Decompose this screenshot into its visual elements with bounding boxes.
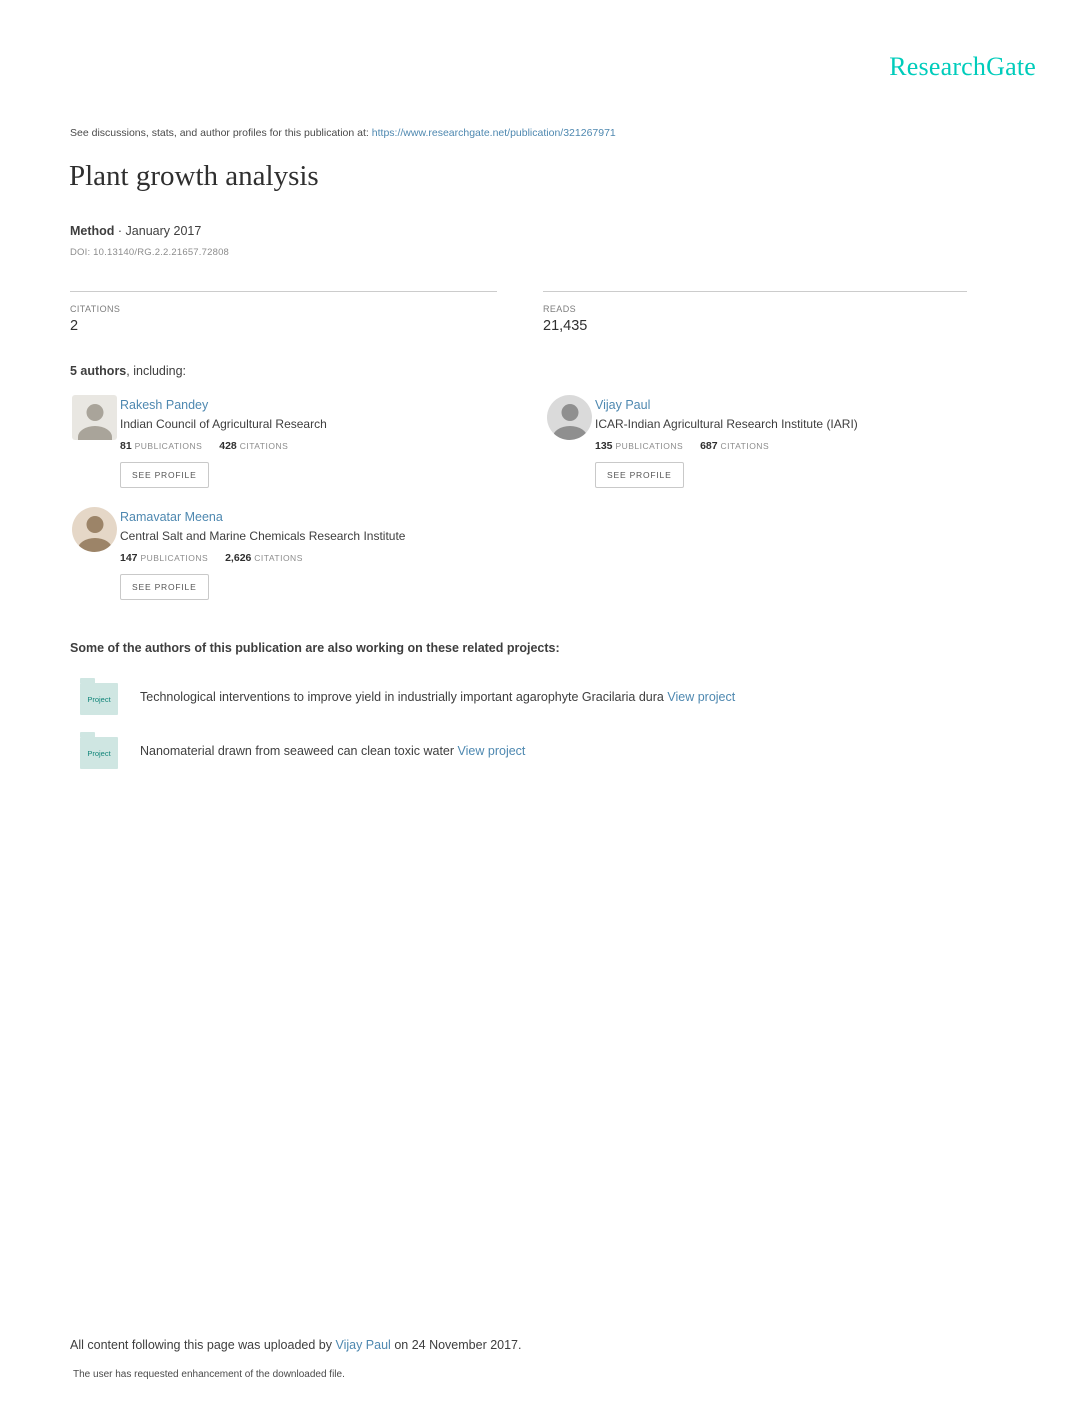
author-avatar[interactable]	[72, 507, 117, 552]
projects-heading: Some of the authors of this publication are also working on these related projects:	[70, 641, 560, 655]
author-card	[545, 393, 975, 488]
upload-info-line	[70, 1338, 521, 1352]
citations-label: CITATIONS	[720, 441, 770, 451]
author-card	[70, 505, 500, 600]
project-folder-icon	[80, 683, 118, 715]
author-institution: ICAR-Indian Agricultural Research Institute (IARI)	[595, 417, 858, 431]
author-info	[120, 505, 500, 600]
author-stats	[120, 440, 500, 452]
citations-count: 687	[700, 440, 718, 452]
see-profile-button[interactable]: SEE PROFILE	[120, 462, 209, 488]
publications-label: PUBLICATIONS	[140, 553, 209, 563]
see-profile-button[interactable]: SEE PROFILE	[595, 462, 684, 488]
avatar-silhouette-icon	[78, 426, 112, 440]
author-card	[70, 393, 500, 488]
project-row	[80, 729, 980, 773]
citations-label: CITATIONS	[254, 553, 303, 563]
citations-label: CITATIONS	[70, 304, 121, 314]
publication-type: Method	[70, 224, 115, 238]
citations-count: 428	[219, 440, 237, 452]
project-folder-icon	[80, 737, 118, 769]
author-info	[120, 393, 500, 488]
authors-heading-rest: , including:	[126, 364, 187, 378]
author-avatar[interactable]	[547, 395, 592, 440]
upload-info-suffix: on 24 November 2017.	[394, 1338, 522, 1352]
publication-meta	[70, 224, 201, 238]
author-institution: Central Salt and Marine Chemicals Research Institute	[120, 529, 406, 543]
author-stats	[120, 552, 500, 564]
project-title-text: Technological interventions to improve yield in industrially important agarophyte Gracilaria dura	[140, 690, 664, 704]
reads-value: 21,435	[543, 318, 588, 334]
see-profile-button[interactable]: SEE PROFILE	[120, 574, 209, 600]
doi-line: DOI: 10.13140/RG.2.2.21657.72808	[70, 247, 230, 258]
authors-heading	[70, 364, 186, 378]
publication-url-link[interactable]: https://www.researchgate.net/publication/321267971	[371, 127, 616, 139]
researchgate-logo: ResearchGate	[889, 52, 1036, 81]
avatar-silhouette-icon	[561, 404, 578, 421]
reads-label: READS	[543, 304, 577, 314]
authors-count: 5 authors	[70, 364, 127, 378]
citations-label: CITATIONS	[239, 441, 289, 451]
author-info	[595, 393, 975, 488]
publications-count: 135	[595, 440, 613, 452]
see-discussions-line	[70, 127, 616, 139]
project-folder-label: Project	[87, 748, 111, 758]
avatar-silhouette-icon	[553, 426, 587, 440]
project-folder-label: Project	[87, 694, 111, 704]
publications-count: 81	[120, 440, 132, 452]
citations-stat	[70, 291, 497, 334]
see-discussions-text: See discussions, stats, and author profiles for this publication at:	[70, 127, 369, 139]
enhancement-note: The user has requested enhancement of the downloaded file.	[73, 1369, 345, 1380]
author-name-link[interactable]: Ramavatar Meena	[120, 510, 223, 524]
avatar-silhouette-icon	[86, 516, 103, 533]
publications-count: 147	[120, 552, 138, 564]
reads-stat	[543, 291, 967, 334]
view-project-link[interactable]: View project	[457, 744, 526, 758]
author-name-link[interactable]: Rakesh Pandey	[120, 398, 209, 412]
author-institution: Indian Council of Agricultural Research	[120, 417, 327, 431]
upload-info-prefix: All content following this page was uploaded by	[70, 1338, 332, 1352]
publications-label: PUBLICATIONS	[615, 441, 684, 451]
publications-label: PUBLICATIONS	[134, 441, 203, 451]
author-avatar[interactable]	[72, 395, 117, 440]
uploader-name-link[interactable]: Vijay Paul	[335, 1338, 391, 1352]
author-stats	[595, 440, 975, 452]
project-title-text: Nanomaterial drawn from seaweed can clean toxic water	[140, 744, 455, 758]
page-title: Plant growth analysis	[69, 160, 319, 192]
publication-date: · January 2017	[117, 224, 202, 238]
author-name-link[interactable]: Vijay Paul	[595, 398, 651, 412]
avatar-silhouette-icon	[86, 404, 103, 421]
view-project-link[interactable]: View project	[667, 690, 736, 704]
project-title	[140, 744, 525, 758]
citations-value: 2	[70, 318, 79, 334]
project-row	[80, 675, 980, 719]
citations-count: 2,626	[225, 552, 252, 564]
project-title	[140, 690, 735, 704]
avatar-silhouette-icon	[78, 538, 112, 552]
